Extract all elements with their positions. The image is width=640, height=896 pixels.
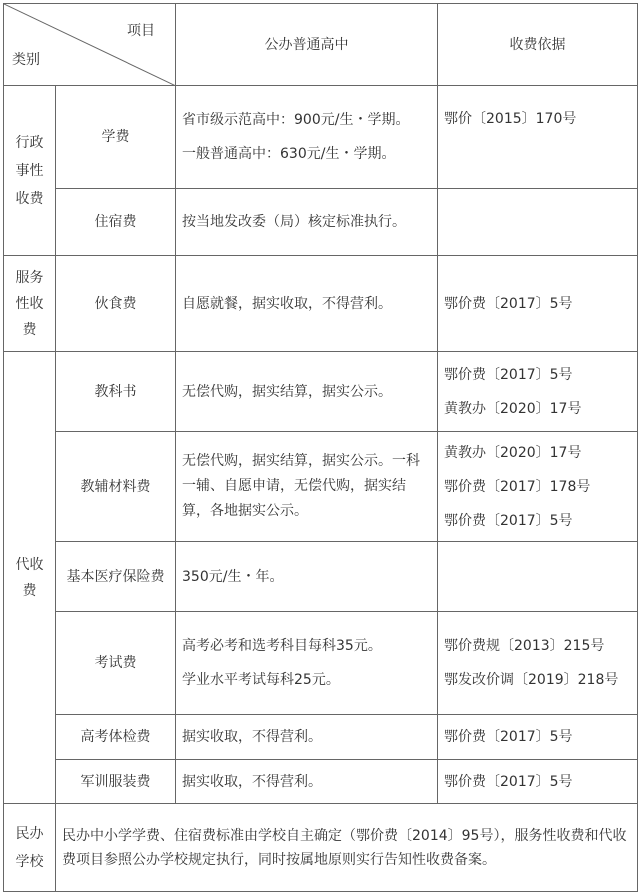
table-row-insurance	[4, 542, 638, 612]
table-row-meals	[4, 256, 638, 352]
item-insurance: 基本医疗保险费	[56, 542, 176, 612]
standard-tuition-line1: 省市级示范高中：900元/生・学期。	[182, 112, 410, 128]
basis-exam-line1: 鄂价费规〔2013〕215号	[444, 638, 605, 654]
item-uniform: 军训服装费	[56, 760, 176, 804]
standard-physical: 据实收取，不得营利。	[176, 715, 438, 760]
table-row-textbooks	[4, 352, 638, 432]
basis-textbooks	[438, 352, 638, 432]
item-exam: 考试费	[56, 612, 176, 715]
item-materials: 教辅材料费	[56, 432, 176, 542]
header-item-label: 项目	[127, 23, 155, 39]
item-tuition: 学费	[56, 86, 176, 189]
item-meals: 伙食费	[56, 256, 176, 352]
category-agency	[4, 352, 56, 804]
table-row-physical	[4, 715, 638, 760]
basis-physical: 鄂价费〔2017〕5号	[438, 715, 638, 760]
header-fee-basis: 收费依据	[438, 4, 638, 86]
basis-textbooks-line2: 黄教办〔2020〕17号	[444, 400, 582, 417]
fee-standards-table	[3, 3, 638, 892]
category-admin-label: 行政事性收费	[15, 134, 44, 207]
header-category-label: 类别	[12, 52, 40, 68]
item-lodging: 住宿费	[56, 189, 176, 256]
category-private	[4, 804, 56, 892]
basis-materials-line3: 鄂价费〔2017〕5号	[444, 512, 573, 529]
table-row-private	[4, 804, 638, 892]
basis-meals: 鄂价费〔2017〕5号	[438, 256, 638, 352]
category-private-label: 民办学校	[15, 825, 44, 870]
category-admin	[4, 86, 56, 256]
item-textbooks: 教科书	[56, 352, 176, 432]
category-service	[4, 256, 56, 352]
basis-insurance	[438, 542, 638, 612]
standard-exam-line2: 学业水平考试每科25元。	[182, 672, 340, 688]
table-row-tuition	[4, 86, 638, 189]
standard-tuition	[176, 86, 438, 189]
table-row-materials	[4, 432, 638, 542]
basis-exam	[438, 612, 638, 715]
basis-materials-line2: 鄂价费〔2017〕178号	[444, 478, 591, 495]
standard-textbooks: 无偿代购，据实结算，据实公示。	[176, 352, 438, 432]
basis-materials-line1: 黄教办〔2020〕17号	[444, 444, 582, 461]
header-corner-cell	[4, 4, 176, 86]
diagonal-divider	[4, 4, 176, 86]
table-row-lodging	[4, 189, 638, 256]
header-public-school: 公办普通高中	[176, 4, 438, 86]
standard-exam-line1: 高考必考和选考科目每科35元。	[182, 638, 382, 654]
header-row	[4, 4, 638, 86]
basis-uniform: 鄂价费〔2017〕5号	[438, 760, 638, 804]
basis-tuition-line1: 鄂价〔2015〕170号	[444, 111, 577, 127]
basis-exam-line2: 鄂发改价调〔2019〕218号	[444, 672, 619, 688]
table-row-exam	[4, 612, 638, 715]
basis-materials	[438, 432, 638, 542]
basis-lodging	[438, 189, 638, 256]
category-agency-label: 代收费	[15, 556, 44, 599]
basis-textbooks-line1: 鄂价费〔2017〕5号	[444, 366, 573, 383]
standard-uniform: 据实收取，不得营利。	[176, 760, 438, 804]
private-school-note: 民办中小学学费、住宿费标准由学校自主确定（鄂价费〔2014〕95号），服务性收费和代收费项目参照公办学校规定执行，同时按属地原则实行告知性收费备案。	[56, 804, 638, 892]
standard-meals: 自愿就餐，据实收取，不得营利。	[176, 256, 438, 352]
basis-tuition	[438, 86, 638, 189]
item-physical: 高考体检费	[56, 715, 176, 760]
standard-tuition-line2: 一般普通高中：630元/生・学期。	[182, 146, 396, 162]
standard-materials: 无偿代购，据实结算，据实公示。一科一辅、自愿申请，无偿代购，据实结算，各地据实公示。	[176, 432, 438, 542]
standard-lodging: 按当地发改委（局）核定标准执行。	[176, 189, 438, 256]
standard-insurance: 350元/生・年。	[176, 542, 438, 612]
table-row-uniform	[4, 760, 638, 804]
standard-exam	[176, 612, 438, 715]
category-service-label: 服务性收费	[15, 269, 44, 338]
